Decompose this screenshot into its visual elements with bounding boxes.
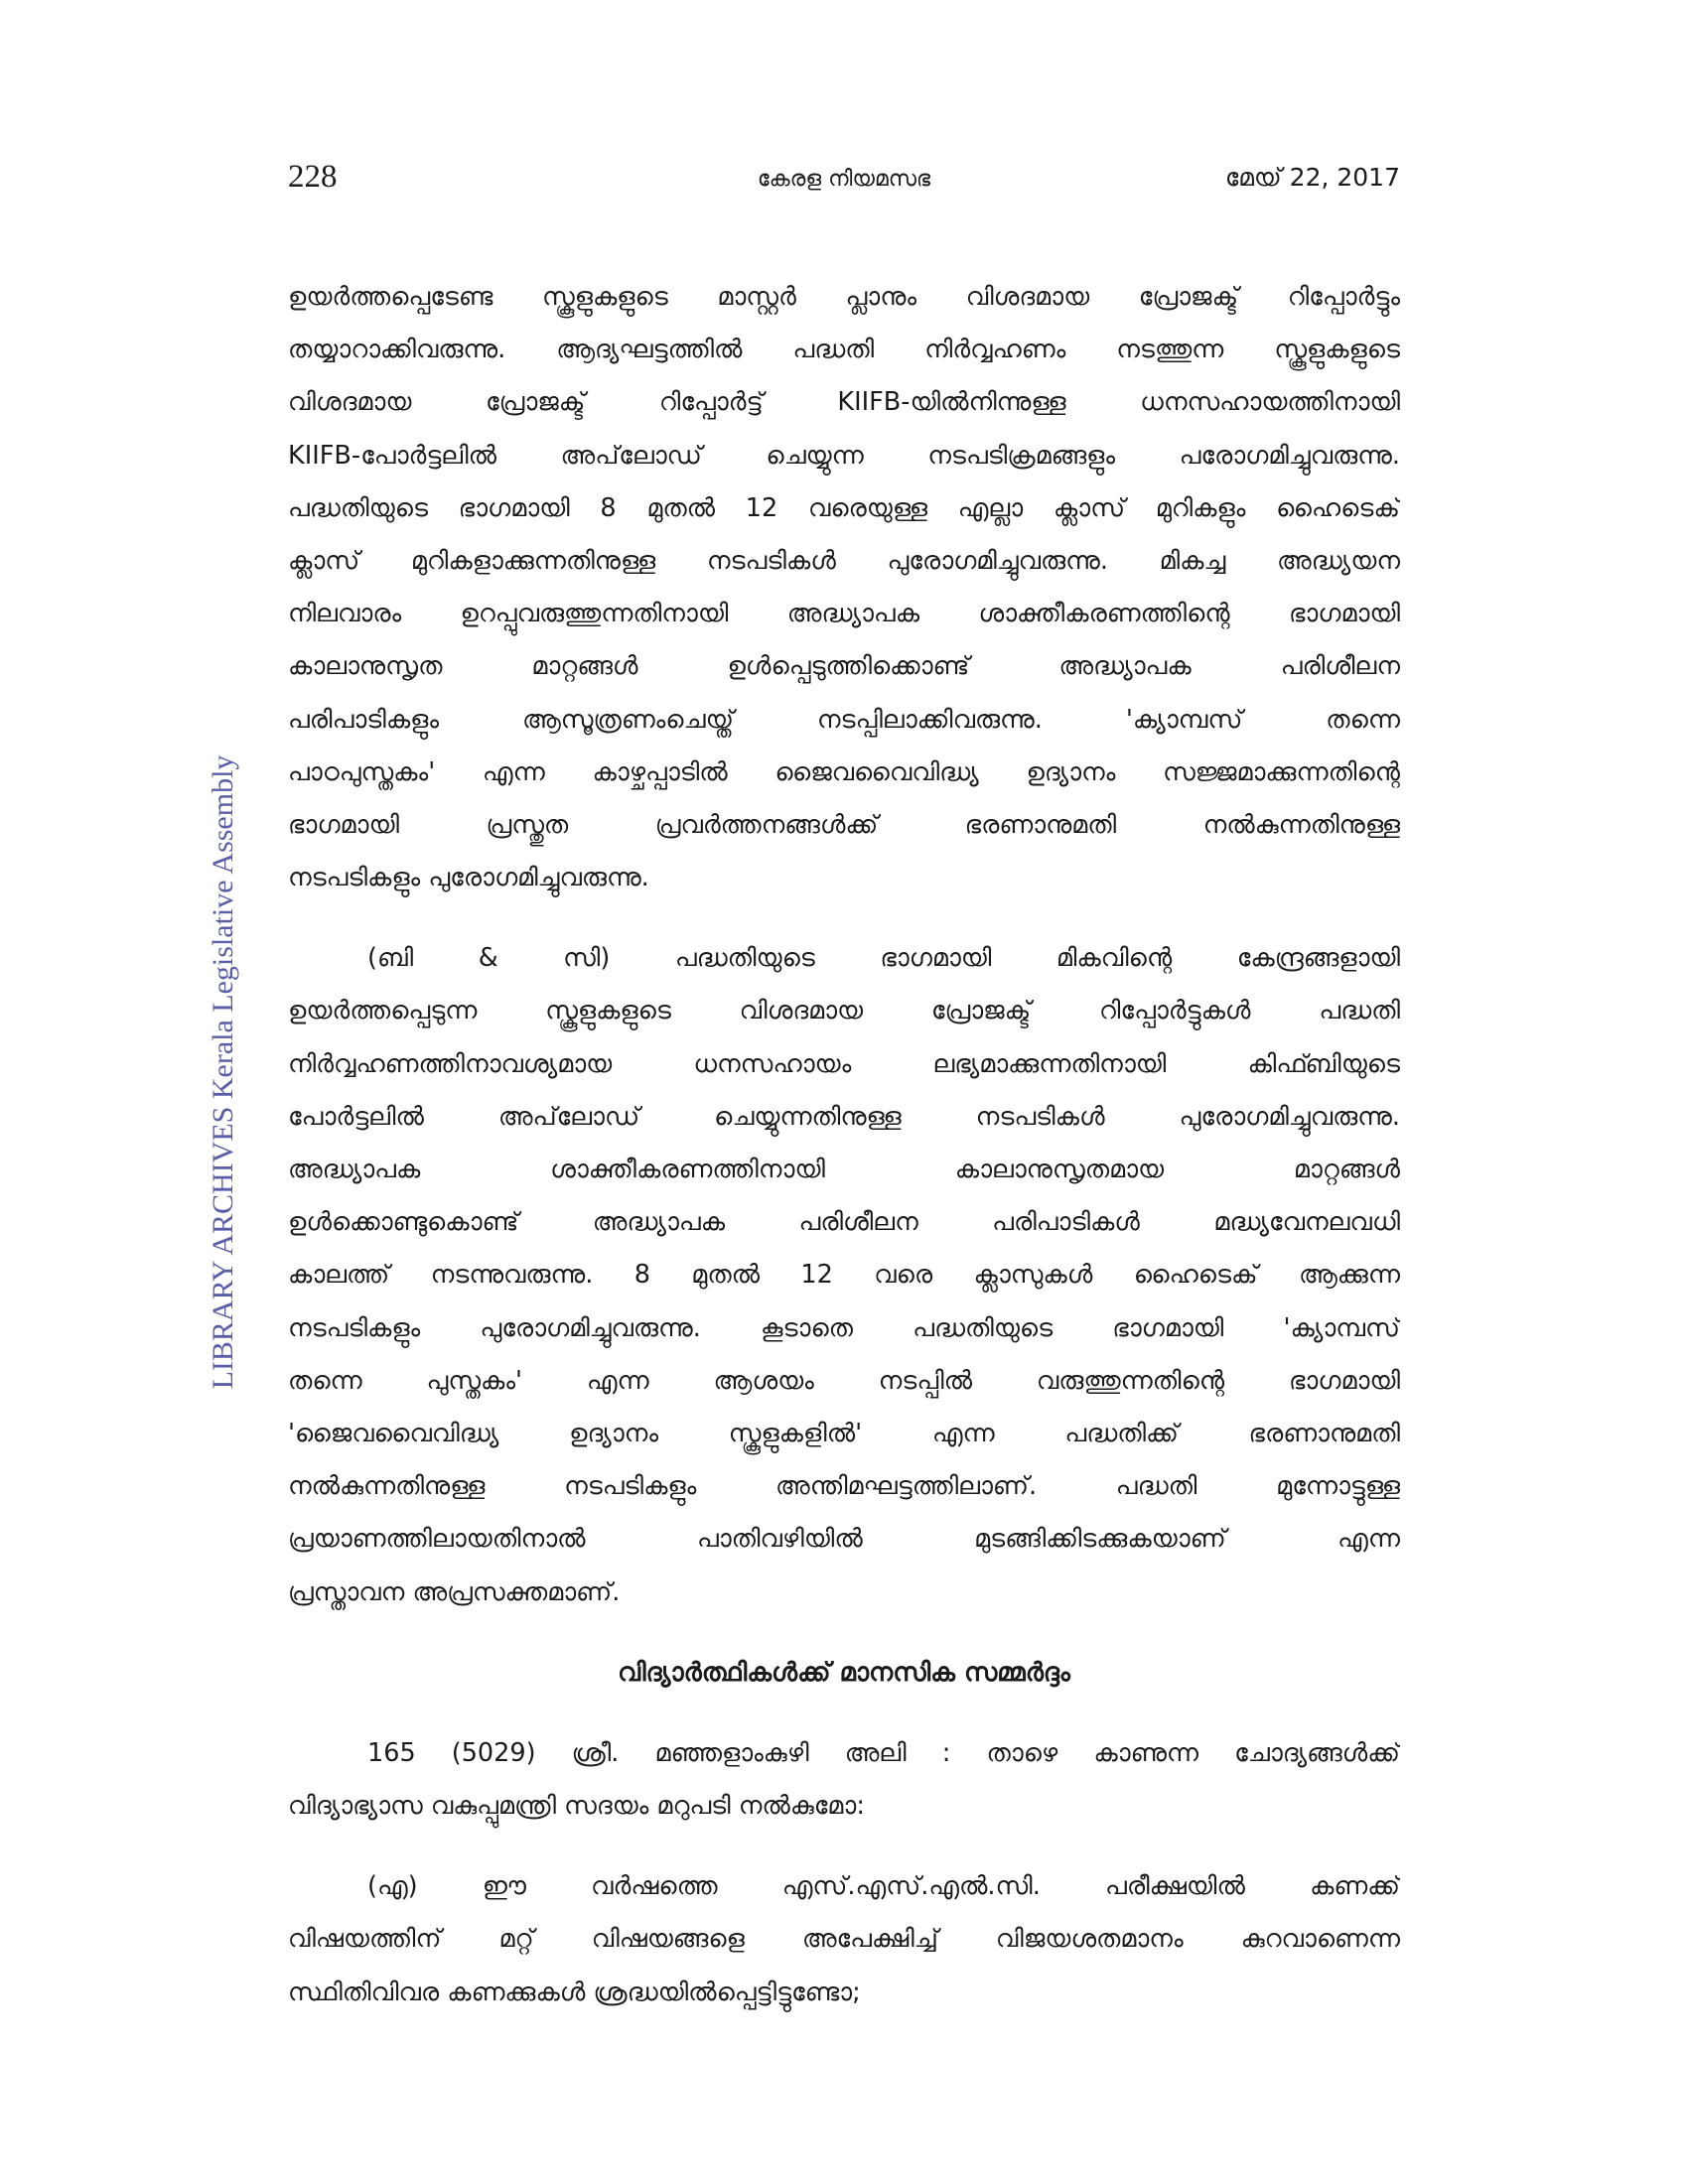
text-line: പ്രയാണത്തിലായതിനാൽ പാതിവഴിയിൽ മുടങ്ങിക്കിടക്കുകയാണ് എന്ന	[288, 1524, 1400, 1555]
text-line: വിദ്യാഭ്യാസ വകുപ്പുമന്ത്രി സദയം മറുപടി നൽകുമോ:	[288, 1791, 865, 1822]
text-line: (എ) ഈ വർഷത്തെ എസ്.എസ്.എൽ.സി. പരീക്ഷയിൽ കണക്ക്	[367, 1871, 1400, 1902]
text-line: ഉൾക്കൊണ്ടുകൊണ്ട് അദ്ധ്യാപക പരിശീലന പരിപാടികൾ മദ്ധ്യവേനലവധി	[288, 1207, 1400, 1238]
paragraph-project-report	[288, 271, 1400, 904]
text-line: ഉയർത്തപ്പെടേണ്ട സ്കൂളുകളുടെ മാസ്റ്റർ പ്ലാനും വിശദമായ പ്രോജക്ട് റിപ്പോർട്ടും	[288, 282, 1400, 312]
text-line: നടപടികളും പുരോഗമിച്ചുവരുന്നു. കൂടാതെ പദ്ധതിയുടെ ഭാഗമായി 'ക്യാമ്പസ്	[288, 1312, 1400, 1343]
text-line: നൽകുന്നതിനുള്ള നടപടികളും അന്തിമഘട്ടത്തിലാണ്. പദ്ധതി മുന്നോട്ടുള്ള	[288, 1471, 1400, 1502]
text-line: പ്രസ്താവന അപ്രസക്തമാണ്.	[288, 1576, 621, 1607]
header-date: മേയ് 22, 2017	[1224, 163, 1400, 192]
paragraph-question-165	[288, 1727, 1400, 1833]
text-line: അദ്ധ്യാപക ശാക്തീകരണത്തിനായി കാലാനുസൃതമായ മാറ്റങ്ങൾ	[288, 1155, 1400, 1184]
paragraph-answer-b-c	[288, 932, 1400, 1618]
page-number: 228	[288, 159, 338, 195]
library-archives-watermark: LIBRARY ARCHIVES Kerala Legislative Assembly	[207, 754, 239, 1390]
running-title: കേരള നിയമസഭ	[757, 167, 931, 192]
document-body	[288, 271, 1400, 2019]
text-line: ഉയർത്തപ്പെടുന്ന സ്കൂളുകളുടെ വിശദമായ പ്രോജക്ട് റിപ്പോർട്ടുകൾ പദ്ധതി	[288, 996, 1400, 1026]
text-line: നിലവാരം ഉറപ്പുവരുത്തുന്നതിനായി അദ്ധ്യാപക ശാക്തീകരണത്തിന്റെ ഭാഗമായി	[288, 599, 1400, 629]
text-line: ഭാഗമായി പ്രസ്തുത പ്രവർത്തനങ്ങൾക്ക് ഭരണാനുമതി നൽകുന്നതിനുള്ള	[288, 809, 1400, 840]
text-line: പാഠപുസ്തകം' എന്ന കാഴ്ചപ്പാടിൽ ജൈവവൈവിദ്ധ്യ ഉദ്യാനം സജ്ജമാക്കുന്നതിന്റെ	[288, 756, 1400, 787]
paragraph-question-a	[288, 1860, 1400, 2019]
text-line: പോർട്ടലിൽ അപ്‌ലോഡ് ചെയ്യുന്നതിനുള്ള നടപടികൾ പുരോഗമിച്ചുവരുന്നു.	[288, 1101, 1400, 1132]
text-line: കാലാനുസൃത മാറ്റങ്ങൾ ഉൾപ്പെടുത്തിക്കൊണ്ട് അദ്ധ്യാപക പരിശീലന	[288, 651, 1400, 682]
text-line: നടപടികളും പുരോഗമിച്ചുവരുന്നു.	[288, 863, 649, 893]
text-line: തന്നെ പുസ്തകം' എന്ന ആശയം നടപ്പിൽ വരുത്തുന്നതിന്റെ ഭാഗമായി	[288, 1365, 1400, 1396]
text-line: (ബി & സി) പദ്ധതിയുടെ ഭാഗമായി മികവിന്റെ കേന്ദ്രങ്ങളായി	[367, 943, 1400, 974]
text-line: നിർവ്വഹണത്തിനാവശ്യമായ ധനസഹായം ലഭ്യമാക്കുന്നതിനായി കിഫ്ബിയുടെ	[288, 1048, 1400, 1079]
text-line: കാലത്ത് നടന്നുവരുന്നു. 8 മുതൽ 12 വരെ ക്ലാസുകൾ ഹൈടെക് ആക്കുന്ന	[288, 1260, 1400, 1291]
text-line: വിഷയത്തിന് മറ്റ് വിഷയങ്ങളെ അപേക്ഷിച്ച് വിജയശതമാനം കുറവാണെന്ന	[288, 1924, 1400, 1955]
text-line: പദ്ധതിയുടെ ഭാഗമായി 8 മുതൽ 12 വരെയുള്ള എല്ലാ ക്ലാസ് മുറികളും ഹൈടെക്	[288, 492, 1400, 523]
text-line: പരിപാടികളും ആസൂത്രണംചെയ്ത് നടപ്പിലാക്കിവരുന്നു. 'ക്യാമ്പസ് തന്നെ	[288, 704, 1400, 735]
text-line: ക്ലാസ് മുറികളാക്കുന്നതിനുള്ള നടപടികൾ പുരോഗമിച്ചുവരുന്നു. മികച്ച അദ്ധ്യയന	[288, 545, 1400, 576]
text-line: 'ജൈവവൈവിദ്ധ്യ ഉദ്യാനം സ്കൂളുകളിൽ' എന്ന പദ്ധതിക്ക് ഭരണാനുമതി	[288, 1418, 1400, 1448]
text-line: വിശദമായ പ്രോജക്ട് റിപ്പോർട്ട് KIIFB-യിൽനിന്നുള്ള ധനസഹായത്തിനായി	[288, 387, 1400, 418]
text-line: സ്ഥിതിവിവര കണക്കുകൾ ശ്രദ്ധയിൽപ്പെട്ടിട്ടുണ്ടോ;	[288, 1977, 861, 2007]
section-heading: വിദ്യാർത്ഥികൾക്ക് മാനസിക സമ്മർദ്ദം	[618, 1657, 1070, 1688]
text-line: തയ്യാറാക്കിവരുന്നു. ആദ്യഘട്ടത്തിൽ പദ്ധതി നിർവ്വഹണം നടത്തുന്ന സ്കൂളുകളുടെ	[288, 335, 1400, 365]
page-header	[288, 159, 1400, 218]
text-line: KIIFB-പോർട്ടലിൽ അപ്‌ലോഡ് ചെയ്യുന്ന നടപടിക്രമങ്ങളും പരോഗമിച്ചുവരുന്നു.	[288, 440, 1400, 471]
text-line: 165 (5029) ശ്രീ. മഞ്ഞളാംകുഴി അലി : താഴെ കാണുന്ന ചോദ്യങ്ങൾക്ക്	[367, 1737, 1400, 1768]
